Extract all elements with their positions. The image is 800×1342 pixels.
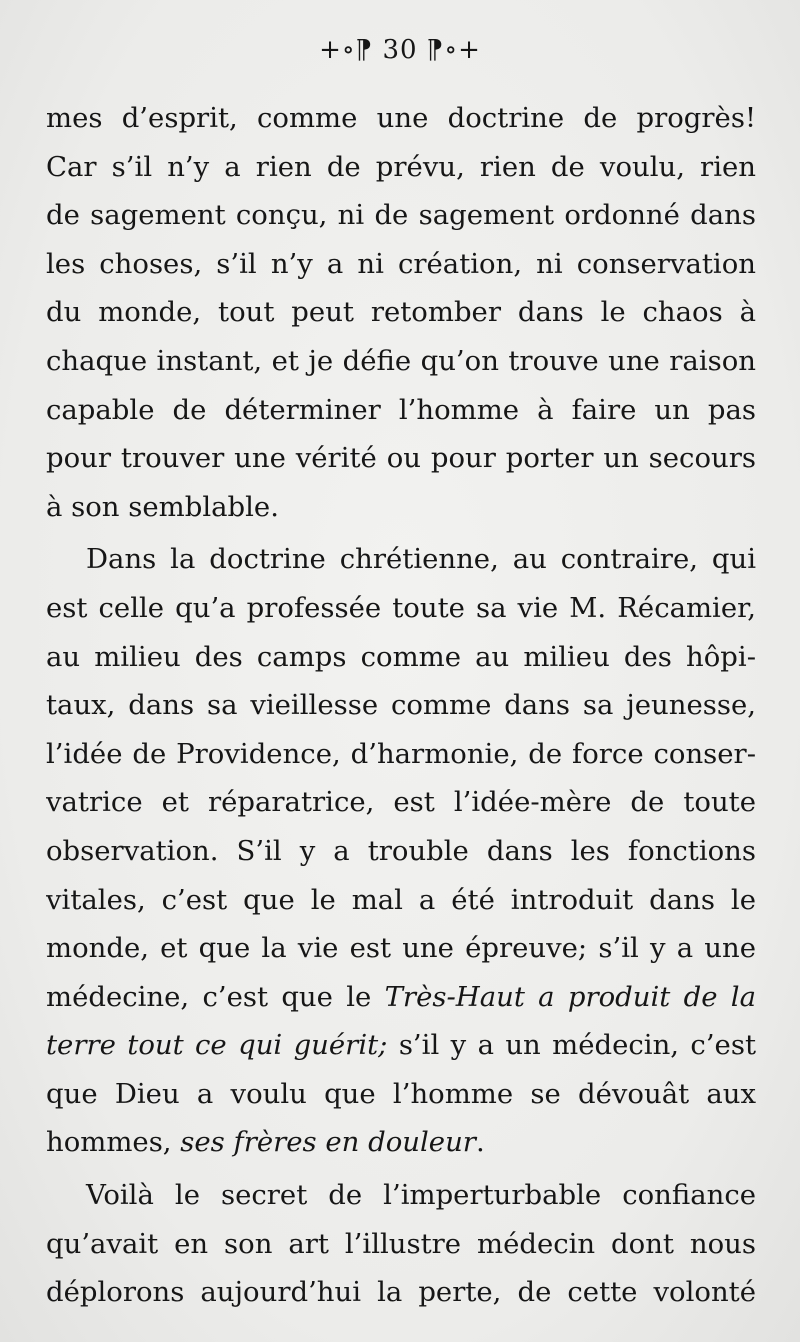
body-text bbox=[46, 94, 756, 1317]
text-line bbox=[46, 973, 756, 1022]
text-line: l’idée de Providence, d’harmonie, de force conser- bbox=[46, 737, 756, 770]
text-run: . bbox=[475, 1126, 485, 1159]
paragraph-1 bbox=[46, 94, 756, 531]
text-line: Dans la doctrine chrétienne, au contraire, qui bbox=[86, 543, 756, 576]
text-run: s’il y a un médecin, c’est bbox=[387, 1029, 756, 1062]
text-line: est celle qu’a professée toute sa vie M. Récamier, bbox=[46, 591, 756, 624]
text-line: observation. S’il y a trouble dans les fonctions bbox=[46, 834, 756, 867]
text-line bbox=[46, 1118, 756, 1167]
text-line: vitales, c’est que le mal a été introduit dans le bbox=[46, 883, 756, 916]
page-number: +∘⁋ 30 ⁋∘+ bbox=[319, 35, 481, 65]
text-line: que Dieu a voulu que l’homme se dévouât aux bbox=[46, 1077, 756, 1110]
text-line: de sagement conçu, ni de sagement ordonné dans bbox=[46, 199, 756, 232]
paragraph-3 bbox=[46, 1171, 756, 1317]
text-line: au milieu des camps comme au milieu des hôpi- bbox=[46, 640, 756, 673]
text-line: à son semblable. bbox=[46, 490, 279, 523]
text-line: capable de déterminer l’homme à faire un pas bbox=[46, 393, 756, 426]
text-line: du monde, tout peut retomber dans le chaos à bbox=[46, 296, 756, 329]
italic-text-run: ses frères en douleur bbox=[180, 1126, 476, 1159]
text-line: Voilà le secret de l’imperturbable confiance bbox=[86, 1179, 756, 1212]
text-line: Car s’il n’y a rien de prévu, rien de voulu, rien bbox=[46, 150, 756, 183]
text-line: taux, dans sa vieillesse comme dans sa jeunesse, bbox=[46, 689, 756, 722]
italic-text-run: terre tout ce qui guérit; bbox=[46, 1029, 388, 1062]
text-line: déplorons aujourd’hui la perte, de cette volonté bbox=[46, 1276, 756, 1309]
text-line: vatrice et réparatrice, est l’idée-mère de toute bbox=[46, 786, 756, 819]
text-line: pour trouver une vérité ou pour porter un secours bbox=[46, 442, 756, 475]
paragraph-2 bbox=[46, 535, 756, 1167]
text-line: monde, et que la vie est une épreuve; s’il y a une bbox=[46, 932, 756, 965]
text-line bbox=[46, 1021, 756, 1070]
text-run: hommes, bbox=[46, 1126, 181, 1159]
text-line: les choses, s’il n’y a ni création, ni conservation bbox=[46, 247, 756, 280]
text-run: médecine, c’est que le bbox=[46, 980, 385, 1013]
text-line: mes d’esprit, comme une doctrine de progrès! bbox=[46, 102, 756, 134]
text-line: qu’avait en son art l’illustre médecin dont nous bbox=[46, 1227, 756, 1260]
italic-text-run: Très-Haut a produit de la bbox=[384, 980, 756, 1013]
text-line: chaque instant, et je défie qu’on trouve une raison bbox=[46, 344, 756, 377]
